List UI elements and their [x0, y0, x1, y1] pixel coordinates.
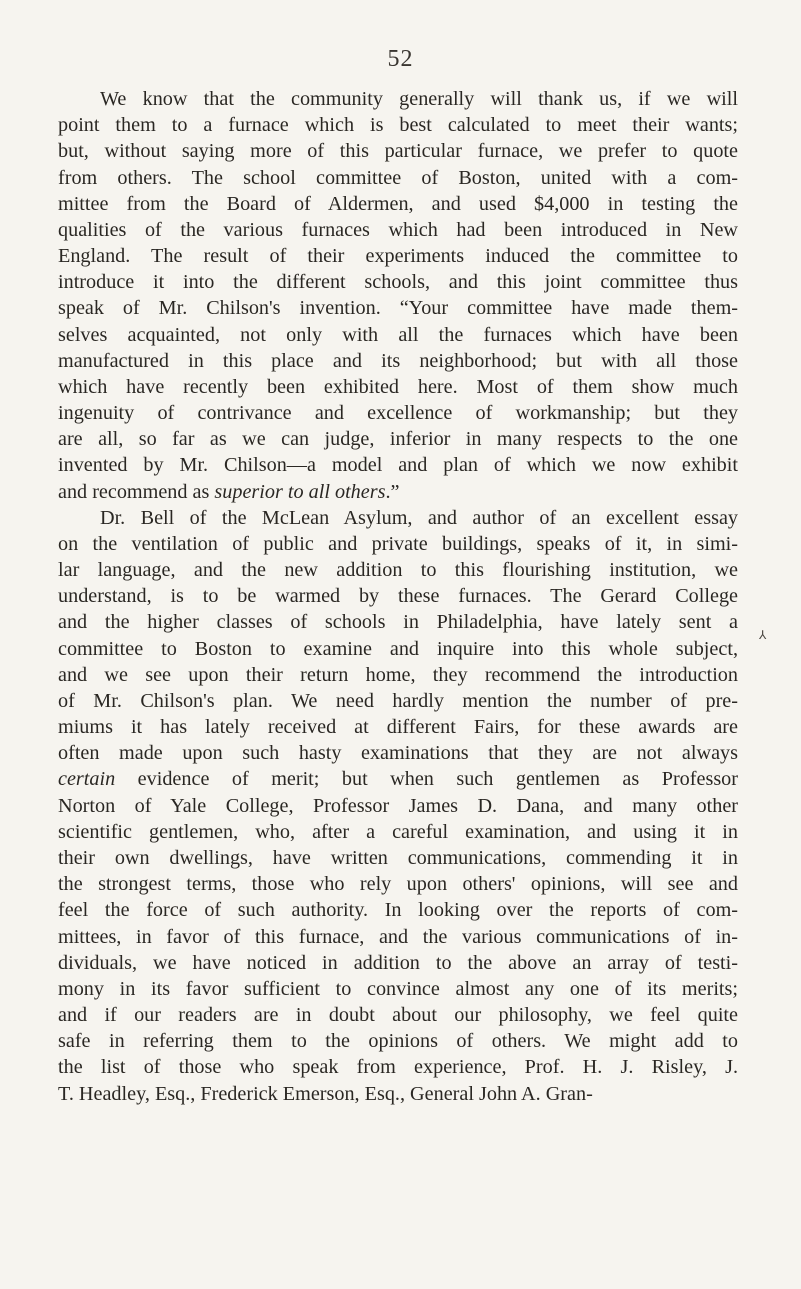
text-line: are all, so far as we can judge, inferior in many respects to the one	[58, 428, 738, 451]
text-line: manufactured in this place and its neighborhood; but with all those	[58, 349, 738, 372]
text-line: and if our readers are in doubt about our philosophy, we feel quite	[58, 1004, 738, 1027]
text-line: of Mr. Chilson's plan. We need hardly mention the number of pre-	[58, 689, 738, 712]
text-line: point them to a furnace which is best calculated to meet their wants;	[58, 114, 738, 137]
text-line: certain evidence of merit; but when such gentlemen as Professor	[58, 768, 738, 791]
text-line: from others. The school committee of Boston, united with a com-	[58, 166, 738, 189]
text-line: but, without saying more of this particular furnace, we prefer to quote	[58, 140, 738, 163]
text-line: understand, is to be warmed by these furnaces. The Gerard College	[58, 585, 738, 608]
text-line: England. The result of their experiments induced the committee to	[58, 245, 738, 268]
text-line: ingenuity of contrivance and excellence of workmanship; but they	[58, 402, 738, 425]
text-line: and recommend as superior to all others.”	[58, 480, 400, 503]
text-line: and the higher classes of schools in Philadelphia, have lately sent a	[58, 611, 738, 634]
text-line: on the ventilation of public and private buildings, speaks of it, in simi-	[58, 532, 738, 555]
text-line: feel the force of such authority. In looking over the reports of com-	[58, 899, 738, 922]
text-line: mittees, in favor of this furnace, and the various communications of in-	[58, 925, 738, 948]
emphasis: superior to all others	[214, 480, 386, 503]
text-line: scientific gentlemen, who, after a careful examination, and using it in	[58, 820, 738, 843]
text-line: Norton of Yale College, Professor James D. Dana, and many other	[58, 794, 738, 817]
text-line: the list of those who speak from experience, Prof. H. J. Risley, J.	[58, 1056, 738, 1079]
paragraph	[58, 505, 738, 1107]
text-line: mony in its favor sufficient to convince almost any one of its merits;	[58, 977, 738, 1000]
text-line: speak of Mr. Chilson's invention. “Your committee have made them-	[58, 297, 738, 320]
text-line: selves acquainted, not only with all the furnaces which have been	[58, 323, 738, 346]
text-line: miums it has lately received at different Fairs, for these awards are	[58, 716, 738, 739]
body-text	[58, 86, 738, 1107]
text-line: committee to Boston to examine and inquire into this whole subject,	[58, 637, 738, 660]
text-line: Dr. Bell of the McLean Asylum, and author of an excellent essay	[100, 506, 738, 529]
emphasis: certain	[58, 768, 116, 791]
text-line: invented by Mr. Chilson—a model and plan of which we now exhibit	[58, 454, 738, 477]
page-number: 52	[387, 46, 414, 72]
text-line: mittee from the Board of Aldermen, and used $4,000 in testing the	[58, 192, 738, 215]
paragraph	[58, 86, 738, 505]
text-line: the strongest terms, those who rely upon others' opinions, will see and	[58, 873, 738, 896]
margin-mark: ⅄	[759, 628, 767, 642]
text-line: which have recently been exhibited here. Most of them show much	[58, 375, 738, 398]
text-line: dividuals, we have noticed in addition to the above an array of testi-	[58, 951, 738, 974]
text-line: safe in referring them to the opinions of others. We might add to	[58, 1030, 738, 1053]
text-line: lar language, and the new addition to this flourishing institution, we	[58, 559, 738, 582]
text-line: qualities of the various furnaces which had been introduced in New	[58, 218, 738, 241]
text-line: their own dwellings, have written communications, commending it in	[58, 846, 738, 869]
text-line: and we see upon their return home, they recommend the introduction	[58, 663, 738, 686]
text-line: We know that the community generally will thank us, if we will	[100, 88, 738, 110]
text-line: T. Headley, Esq., Frederick Emerson, Esq., General John A. Gran-	[58, 1082, 593, 1105]
text-line: introduce it into the different schools, and this joint committee thus	[58, 271, 738, 294]
text-line: often made upon such hasty examinations that they are not always	[58, 742, 738, 765]
